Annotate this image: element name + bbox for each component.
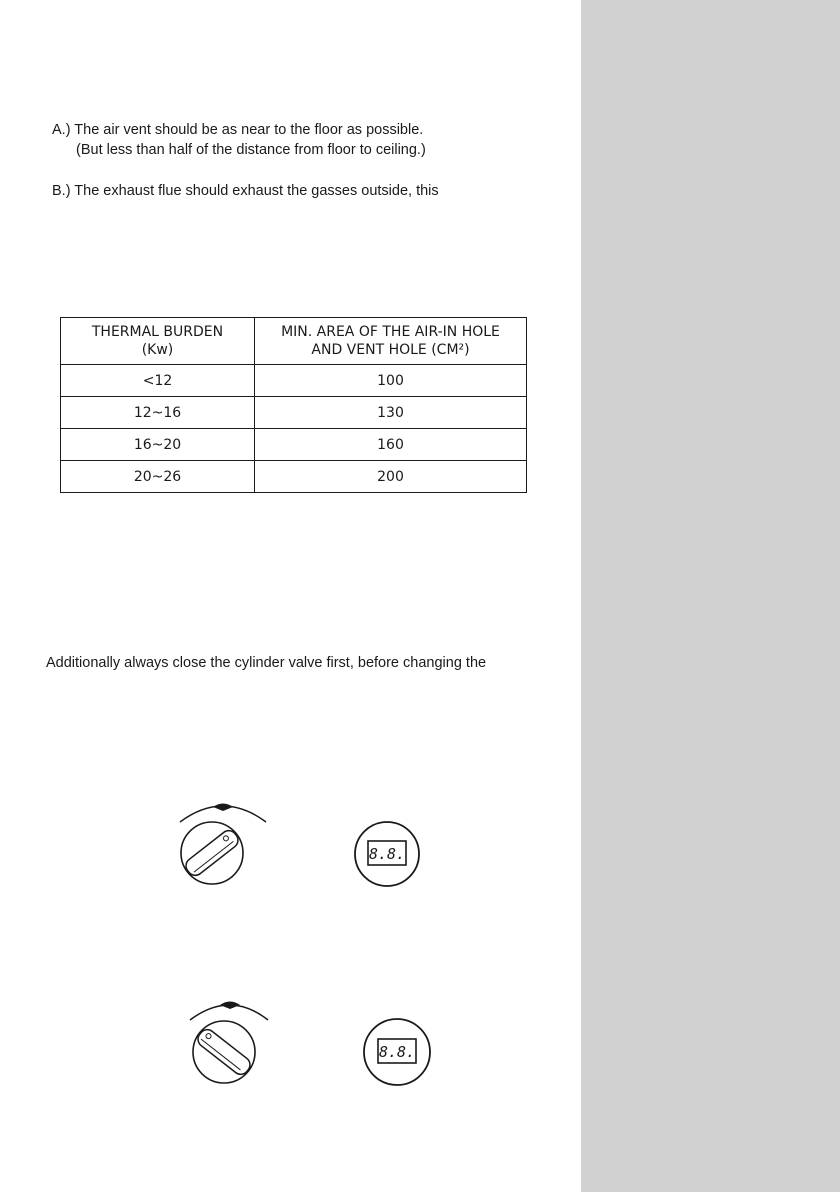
cell-area: 200 [255, 461, 527, 493]
header-col1-line1: THERMAL BURDEN [91, 324, 224, 340]
header-col1-line2: (Kw) [141, 342, 174, 358]
instruction-additionally: Additionally always close the cylinder valve first, before changing the [46, 655, 487, 671]
instruction-b-line1: B.) The exhaust flue should exhaust the gasses outside, this [52, 183, 439, 199]
table-row [61, 461, 527, 493]
cell-area: 130 [255, 397, 527, 429]
header-thermal-burden [61, 318, 255, 365]
display-digits: 8.8. [378, 1043, 416, 1061]
vent-area-table [60, 317, 526, 493]
header-col2-line1: MIN. AREA OF THE AIR-IN HOLE [281, 324, 500, 340]
table-row [61, 397, 527, 429]
table-row [61, 429, 527, 461]
page-margin-bar [581, 0, 840, 1192]
header-col2-line2: AND VENT HOLE (CM²) [311, 342, 470, 358]
rotary-knob-icon [168, 794, 278, 894]
display-1-figure [350, 819, 424, 889]
cell-area: 160 [255, 429, 527, 461]
table-header-row [61, 318, 527, 365]
knob-2-figure [182, 994, 282, 1090]
instruction-a-line2: (But less than half of the distance from floor to ceiling.) [76, 142, 426, 158]
digital-display-icon [350, 819, 424, 889]
table-row [61, 365, 527, 397]
header-min-area [255, 318, 527, 365]
display-2-figure [360, 1016, 434, 1088]
instruction-a-line1: A.) The air vent should be as near to the floor as possible. [52, 122, 424, 138]
cell-area: 100 [255, 365, 527, 397]
cell-burden: <12 [61, 365, 255, 397]
display-digits: 8.8. [368, 845, 406, 863]
cell-burden: 16~20 [61, 429, 255, 461]
cell-burden: 20~26 [61, 461, 255, 493]
rotary-knob-icon [182, 994, 282, 1090]
cell-burden: 12~16 [61, 397, 255, 429]
knob-1-figure [168, 794, 278, 894]
digital-display-icon [360, 1016, 434, 1088]
